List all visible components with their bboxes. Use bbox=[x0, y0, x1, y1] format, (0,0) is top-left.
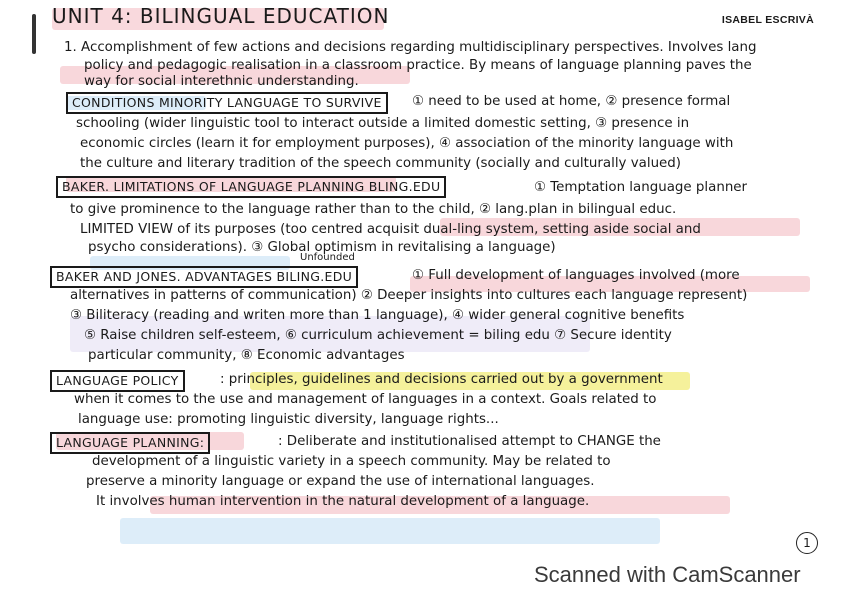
conditions-line: schooling (wider linguistic tool to interact outside a limited domestic setting, ③ presence in bbox=[76, 116, 690, 131]
camscanner-watermark: Scanned with CamScanner bbox=[534, 562, 801, 587]
language-policy-heading-box: LANGUAGE POLICY bbox=[50, 370, 185, 392]
author-name: ISABEL ESCRIVÀ bbox=[721, 14, 814, 26]
language-policy-line: when it comes to the use and management of languages in a context. Goals related to bbox=[74, 392, 657, 407]
baker-limitations-line: to give prominence to the language rather than to the child, ② lang.plan in bilingual educ. bbox=[70, 202, 677, 217]
baker-jones-line: alternatives in patterns of communication) ② Deeper insights into cultures each language represent) bbox=[70, 288, 748, 303]
baker-jones-heading-box: BAKER AND JONES. ADVANTAGES BILING.EDU bbox=[50, 266, 358, 288]
section1-line: 1. Accomplishment of few actions and decisions regarding multidisciplinary perspectives. Involves lang bbox=[64, 40, 757, 55]
language-planning-line: development of a linguistic variety in a speech community. May be related to bbox=[92, 454, 611, 469]
conditions-line: the culture and literary tradition of the speech community (socially and culturally valued) bbox=[80, 156, 682, 171]
baker-limitations-heading-box: BAKER. LIMITATIONS OF LANGUAGE PLANNING BLING.EDU bbox=[56, 176, 446, 198]
language-planning-line: It involves human intervention in the natural development of a language. bbox=[96, 494, 590, 509]
language-policy-line: language use: promoting linguistic diversity, language rights... bbox=[78, 412, 499, 427]
highlight-stroke bbox=[120, 518, 660, 544]
section1-line: policy and pedagogic realisation in a classroom practice. By means of language planning paves the bbox=[84, 58, 752, 73]
language-planning-heading-box: LANGUAGE PLANNING: bbox=[50, 432, 210, 454]
baker-limitations-line: LIMITED VIEW of its purposes (too centred acquisit dual-ling system, setting aside social and bbox=[80, 222, 701, 237]
conditions-line: ① need to be used at home, ② presence formal bbox=[412, 94, 731, 109]
baker-jones-line: ⑤ Raise children self-esteem, ⑥ curriculum achievement = biling edu ⑦ Secure identity bbox=[84, 328, 672, 343]
margin-bar bbox=[32, 14, 36, 54]
language-planning-line: preserve a minority language or expand the use of international languages. bbox=[86, 474, 595, 489]
unfounded-note: Unfounded bbox=[300, 252, 355, 263]
page-number: 1 bbox=[796, 532, 818, 554]
baker-jones-line: ③ Biliteracy (reading and writen more than 1 language), ④ wider general cognitive benefits bbox=[70, 308, 685, 323]
language-policy-line: : principles, guidelines and decisions carried out by a government bbox=[220, 372, 663, 387]
language-planning-line: : Deliberate and institutionalised attempt to CHANGE the bbox=[278, 434, 661, 449]
section1-line: way for social interethnic understanding. bbox=[84, 74, 359, 89]
baker-jones-line: ① Full development of languages involved (more bbox=[412, 268, 740, 283]
baker-limitations-line: ① Temptation language planner bbox=[534, 180, 748, 195]
baker-jones-line: particular community, ⑧ Economic advantages bbox=[88, 348, 405, 363]
page-title: UNIT 4: BILINGUAL EDUCATION bbox=[52, 4, 390, 28]
conditions-heading-box: CONDITIONS MINORITY LANGUAGE TO SURVIVE bbox=[66, 92, 388, 114]
baker-limitations-line: psycho considerations). ③ Global optimism in revitalising a language) bbox=[88, 240, 556, 255]
conditions-line: economic circles (learn it for employment purposes), ④ association of the minority language with bbox=[80, 136, 734, 151]
